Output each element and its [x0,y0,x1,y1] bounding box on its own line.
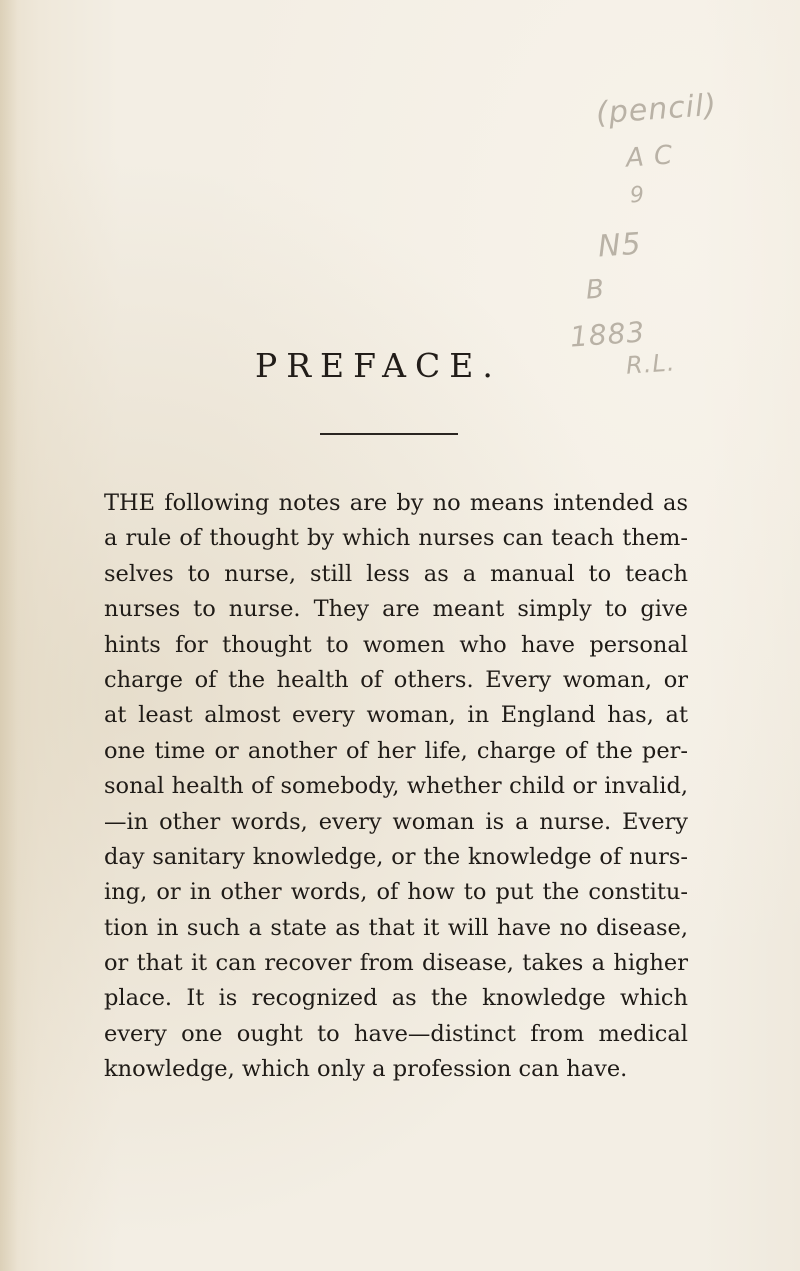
text-line: nurses to nurse. They are meant simply to give [104,596,688,623]
pencil-annotation: 1883 [568,315,647,354]
text-line: ing, or in other words, of how to put the constitu- [104,879,688,906]
pencil-annotation: B [584,274,606,306]
pencil-annotation: R.L. [625,348,677,380]
text-line: knowledge, which only a profession can have. [104,1056,628,1083]
text-line: THE following notes are by no means intended as [104,490,688,516]
text-line: one time or another of her life, charge of the per- [104,737,688,764]
preface-paragraph [104,486,688,1088]
text-line: or that it can recover from disease, takes a higher [104,950,688,977]
text-line: place. It is recognized as the knowledge which [104,985,688,1012]
pencil-annotation: (pencil) [594,87,719,132]
page-title: PREFACE. [255,346,502,385]
text-line: charge of the health of others. Every woman, or [104,666,688,693]
text-line: every one ought to have—distinct from medical [104,1020,688,1047]
text-line: a rule of thought by which nurses can teach them- [104,525,688,552]
title-rule [320,433,458,435]
text-line: at least almost every woman, in England has, at [104,702,688,729]
text-line: selves to nurse, still less as a manual to teach [104,560,688,587]
text-line: sonal health of somebody, whether child or invalid, [104,773,688,800]
pencil-annotation: N5 [596,226,643,265]
text-line: tion in such a state as that it will have no disease, [104,914,688,941]
text-line: day sanitary knowledge, or the knowledge of nurs- [104,843,688,870]
text-line: —in other words, every woman is a nurse. Every [104,808,688,835]
text-line: hints for thought to women who have personal [104,631,688,658]
pencil-annotation: 9 [629,182,646,209]
pencil-annotation: A C [625,140,675,174]
